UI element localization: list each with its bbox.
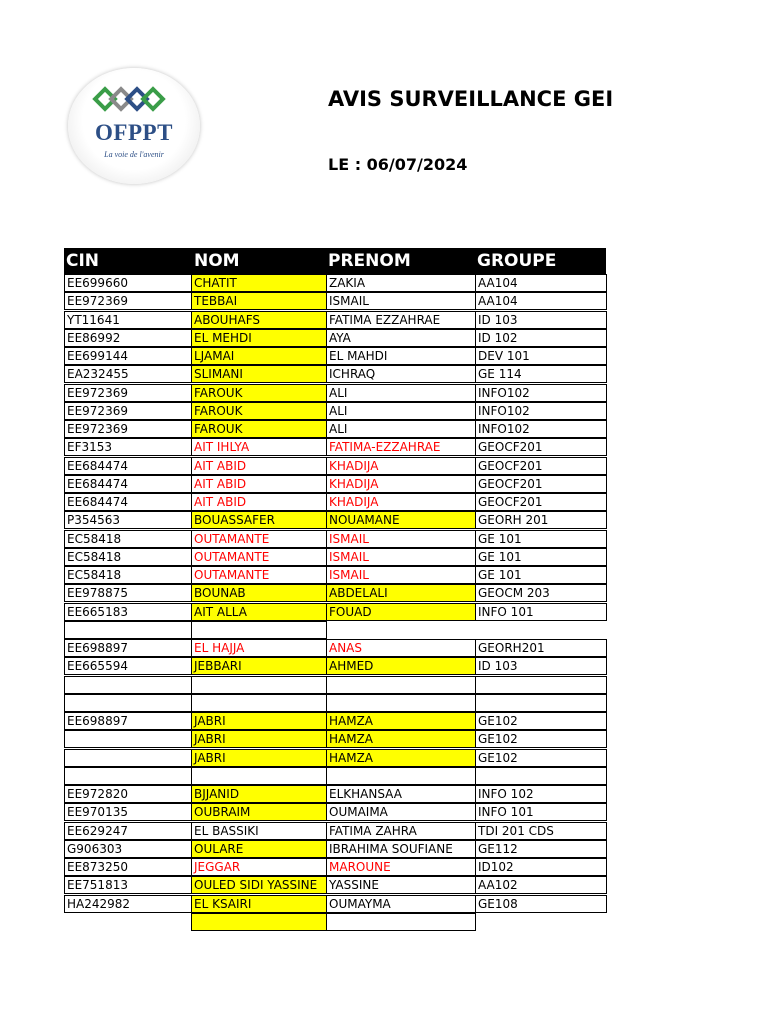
cell-cin: EE972369 [64,420,192,438]
ofppt-logo [68,68,200,184]
cell-nom: OUTAMANTE [191,530,327,548]
cell-prenom: FATIMA-EZZAHRAE [326,438,476,456]
cell-groupe: GEOCM 203 [475,584,607,602]
cell-cin: EA232455 [64,365,192,383]
cell-groupe: ID 102 [475,329,607,347]
cell-nom [191,621,327,639]
cell-groupe: GE112 [475,840,607,858]
cell-cin: EE751813 [64,876,192,894]
cell-groupe [475,676,607,694]
cell-prenom: KHADIJA [326,457,476,475]
cell-groupe [475,767,607,785]
logo-chain-icon [92,86,176,116]
cell-groupe: GEORH201 [475,639,607,657]
cell-nom [191,913,327,931]
cell-nom: ABOUHAFS [191,311,327,329]
cell-nom: BJJANID [191,785,327,803]
cell-nom [191,767,327,785]
cell-cin: EE978875 [64,584,192,602]
cell-cin [64,767,192,785]
header-prenom: PRENOM [328,251,411,271]
cell-prenom: HAMZA [326,749,476,767]
cell-nom: OULARE [191,840,327,858]
cell-prenom: ISMAIL [326,548,476,566]
header-nom: NOM [194,251,240,271]
cell-nom: JABRI [191,712,327,730]
cell-prenom: ALI [326,420,476,438]
cell-groupe: GE108 [475,895,607,913]
cell-groupe: INFO 101 [475,803,607,821]
cell-cin: EE684474 [64,457,192,475]
cell-groupe: AA102 [475,876,607,894]
cell-nom: EL BASSIKI [191,822,327,840]
cell-prenom: ZAKIA [326,274,476,292]
cell-groupe: INFO102 [475,402,607,420]
header-cin: CIN [66,251,100,271]
cell-groupe: ID 103 [475,657,607,675]
cell-groupe: DEV 101 [475,347,607,365]
cell-prenom: AYA [326,329,476,347]
cell-cin: HA242982 [64,895,192,913]
cell-cin: EE970135 [64,803,192,821]
cell-groupe: AA104 [475,292,607,310]
cell-prenom: AHMED [326,657,476,675]
cell-prenom: OUMAYMA [326,895,476,913]
cell-prenom: IBRAHIMA SOUFIANE [326,840,476,858]
cell-nom [191,676,327,694]
cell-groupe: GEOCF201 [475,457,607,475]
cell-cin: EE972369 [64,384,192,402]
cell-groupe: INFO 101 [475,603,607,621]
cell-groupe [475,694,607,712]
cell-cin: EE665183 [64,603,192,621]
cell-cin [64,694,192,712]
cell-nom: JABRI [191,749,327,767]
cell-nom: OUTAMANTE [191,566,327,584]
cell-nom: AIT IHLYA [191,438,327,456]
cell-prenom: ISMAIL [326,566,476,584]
logo-tagline: La voie de l'avenir [104,150,164,159]
cell-cin [64,749,192,767]
cell-nom: AIT ABID [191,493,327,511]
cell-cin: EE699660 [64,274,192,292]
cell-nom: JABRI [191,730,327,748]
cell-groupe: GE102 [475,712,607,730]
cell-prenom [326,913,476,931]
cell-prenom: ELKHANSAA [326,785,476,803]
cell-cin: EC58418 [64,566,192,584]
cell-groupe: GE102 [475,749,607,767]
cell-nom: AIT ABID [191,475,327,493]
cell-cin: EE972369 [64,292,192,310]
cell-cin: P354563 [64,511,192,529]
cell-prenom: HAMZA [326,730,476,748]
cell-prenom: KHADIJA [326,493,476,511]
cell-prenom [326,676,476,694]
cell-groupe: GEOCF201 [475,493,607,511]
cell-groupe: INFO102 [475,384,607,402]
cell-prenom: FOUAD [326,603,476,621]
cell-groupe: GEOCF201 [475,475,607,493]
cell-cin: EC58418 [64,548,192,566]
cell-cin [64,730,192,748]
cell-groupe: GEORH 201 [475,511,607,529]
cell-cin: YT11641 [64,311,192,329]
cell-cin: EE86992 [64,329,192,347]
logo-name: OFPPT [95,120,173,145]
cell-cin: EE972369 [64,402,192,420]
cell-nom: FAROUK [191,420,327,438]
cell-prenom: EL MAHDI [326,347,476,365]
cell-nom: FAROUK [191,402,327,420]
cell-cin: EE972820 [64,785,192,803]
cell-groupe: GE102 [475,730,607,748]
cell-nom: JEBBARI [191,657,327,675]
document-title: AVIS SURVEILLANCE GEI [328,87,614,111]
cell-nom: TEBBAI [191,292,327,310]
cell-nom: EL HAJJA [191,639,327,657]
cell-nom: AIT ALLA [191,603,327,621]
cell-nom: BOUASSAFER [191,511,327,529]
cell-groupe: ID102 [475,858,607,876]
cell-prenom: MAROUNE [326,858,476,876]
cell-groupe: AA104 [475,274,607,292]
table-header [64,248,606,274]
cell-cin: EE684474 [64,493,192,511]
cell-nom: EL KSAIRI [191,895,327,913]
cell-prenom: ICHRAQ [326,365,476,383]
cell-prenom: HAMZA [326,712,476,730]
cell-nom: AIT ABID [191,457,327,475]
cell-groupe: INFO102 [475,420,607,438]
cell-prenom: ISMAIL [326,292,476,310]
cell-cin: EE665594 [64,657,192,675]
cell-nom: EL MEHDI [191,329,327,347]
cell-groupe: GE 101 [475,548,607,566]
cell-nom: FAROUK [191,384,327,402]
cell-nom: OUBRAIM [191,803,327,821]
cell-prenom: ABDELALI [326,584,476,602]
cell-prenom: FATIMA ZAHRA [326,822,476,840]
cell-nom: JEGGAR [191,858,327,876]
cell-prenom: ISMAIL [326,530,476,548]
cell-prenom [326,694,476,712]
cell-cin: EC58418 [64,530,192,548]
header-groupe: GROUPE [477,251,557,271]
cell-groupe: GEOCF201 [475,438,607,456]
cell-groupe: ID 103 [475,311,607,329]
cell-cin: EE699144 [64,347,192,365]
cell-cin: EF3153 [64,438,192,456]
cell-nom: OUTAMANTE [191,548,327,566]
cell-prenom [326,767,476,785]
cell-nom: LJAMAI [191,347,327,365]
cell-groupe: INFO 102 [475,785,607,803]
cell-groupe: GE 101 [475,566,607,584]
document-date: LE : 06/07/2024 [328,155,468,174]
cell-cin: EE873250 [64,858,192,876]
cell-prenom: KHADIJA [326,475,476,493]
cell-nom: BOUNAB [191,584,327,602]
cell-prenom: OUMAIMA [326,803,476,821]
cell-prenom: ALI [326,402,476,420]
cell-prenom: YASSINE [326,876,476,894]
cell-nom: SLIMANI [191,365,327,383]
cell-groupe: GE 114 [475,365,607,383]
cell-prenom: NOUAMANE [326,511,476,529]
cell-prenom: ALI [326,384,476,402]
cell-cin: G906303 [64,840,192,858]
cell-nom [191,694,327,712]
cell-cin [64,676,192,694]
cell-cin: EE629247 [64,822,192,840]
cell-cin: EE698897 [64,712,192,730]
cell-prenom: FATIMA EZZAHRAE [326,311,476,329]
cell-nom: CHATIT [191,274,327,292]
cell-prenom: ANAS [326,639,476,657]
cell-cin [64,621,192,639]
cell-cin: EE684474 [64,475,192,493]
cell-cin: EE698897 [64,639,192,657]
cell-nom: OULED SIDI YASSINE [191,876,327,894]
cell-groupe: TDI 201 CDS [475,822,607,840]
cell-groupe: GE 101 [475,530,607,548]
